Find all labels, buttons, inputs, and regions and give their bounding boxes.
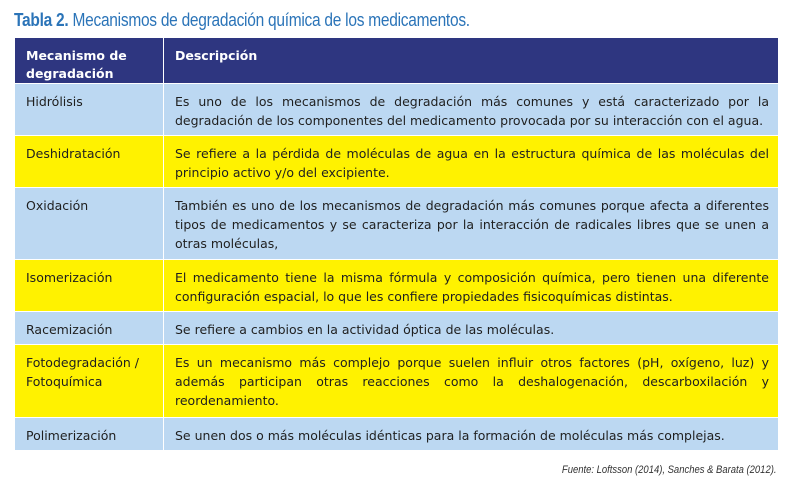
mechanism-cell: Isomerización <box>15 260 164 312</box>
mechanism-cell: Racemización <box>15 312 164 345</box>
table-row <box>15 418 779 451</box>
table-row <box>15 345 779 418</box>
description-cell: El medicamento tiene la misma fórmula y composición química, pero tienen una diferente configuración espacial, lo que les confiere propiedades fisicoquímicas distintas. <box>164 260 779 312</box>
description-cell: Es un mecanismo más complejo porque suelen influir otros factores (pH, oxígeno, luz) y además participan otras reacciones como la deshalogenación, descarboxilación y reordenamiento. <box>164 345 779 418</box>
table-number: Tabla 2. <box>14 10 69 30</box>
table-row <box>15 188 779 260</box>
header-description: Descripción <box>164 38 779 84</box>
mechanism-cell: Oxidación <box>15 188 164 260</box>
table-row <box>15 136 779 188</box>
table-row <box>15 260 779 312</box>
header-mechanism: Mecanismo de degradación <box>15 38 164 84</box>
description-cell: Se unen dos o más moléculas idénticas para la formación de moléculas más complejas. <box>164 418 779 451</box>
source-note: Fuente: Loftsson (2014), Sanches & Barata (2012). <box>561 464 776 476</box>
table-row <box>15 312 779 345</box>
degradation-mechanisms-table <box>14 37 779 451</box>
mechanism-cell: Fotodegradación / Fotoquímica <box>15 345 164 418</box>
description-cell: Se refiere a cambios en la actividad óptica de las moléculas. <box>164 312 779 345</box>
mechanism-cell: Polimerización <box>15 418 164 451</box>
table-title: Mecanismos de degradación química de los medicamentos. <box>72 10 470 30</box>
mechanism-cell: Deshidratación <box>15 136 164 188</box>
description-cell: También es uno de los mecanismos de degradación más comunes porque afecta a diferentes tipos de medicamentos y se caracteriza por la interacción de radicales libres que se unen a otras moléculas, <box>164 188 779 260</box>
description-cell: Es uno de los mecanismos de degradación más comunes y está caracterizado por la degradación de los componentes del medicamento provocada por su interacción con el agua. <box>164 84 779 136</box>
table-row <box>15 84 779 136</box>
table-caption <box>14 10 470 31</box>
description-cell: Se refiere a la pérdida de moléculas de agua en la estructura química de las moléculas del principio activo y/o del excipiente. <box>164 136 779 188</box>
header-row <box>15 38 779 84</box>
mechanism-cell: Hidrólisis <box>15 84 164 136</box>
